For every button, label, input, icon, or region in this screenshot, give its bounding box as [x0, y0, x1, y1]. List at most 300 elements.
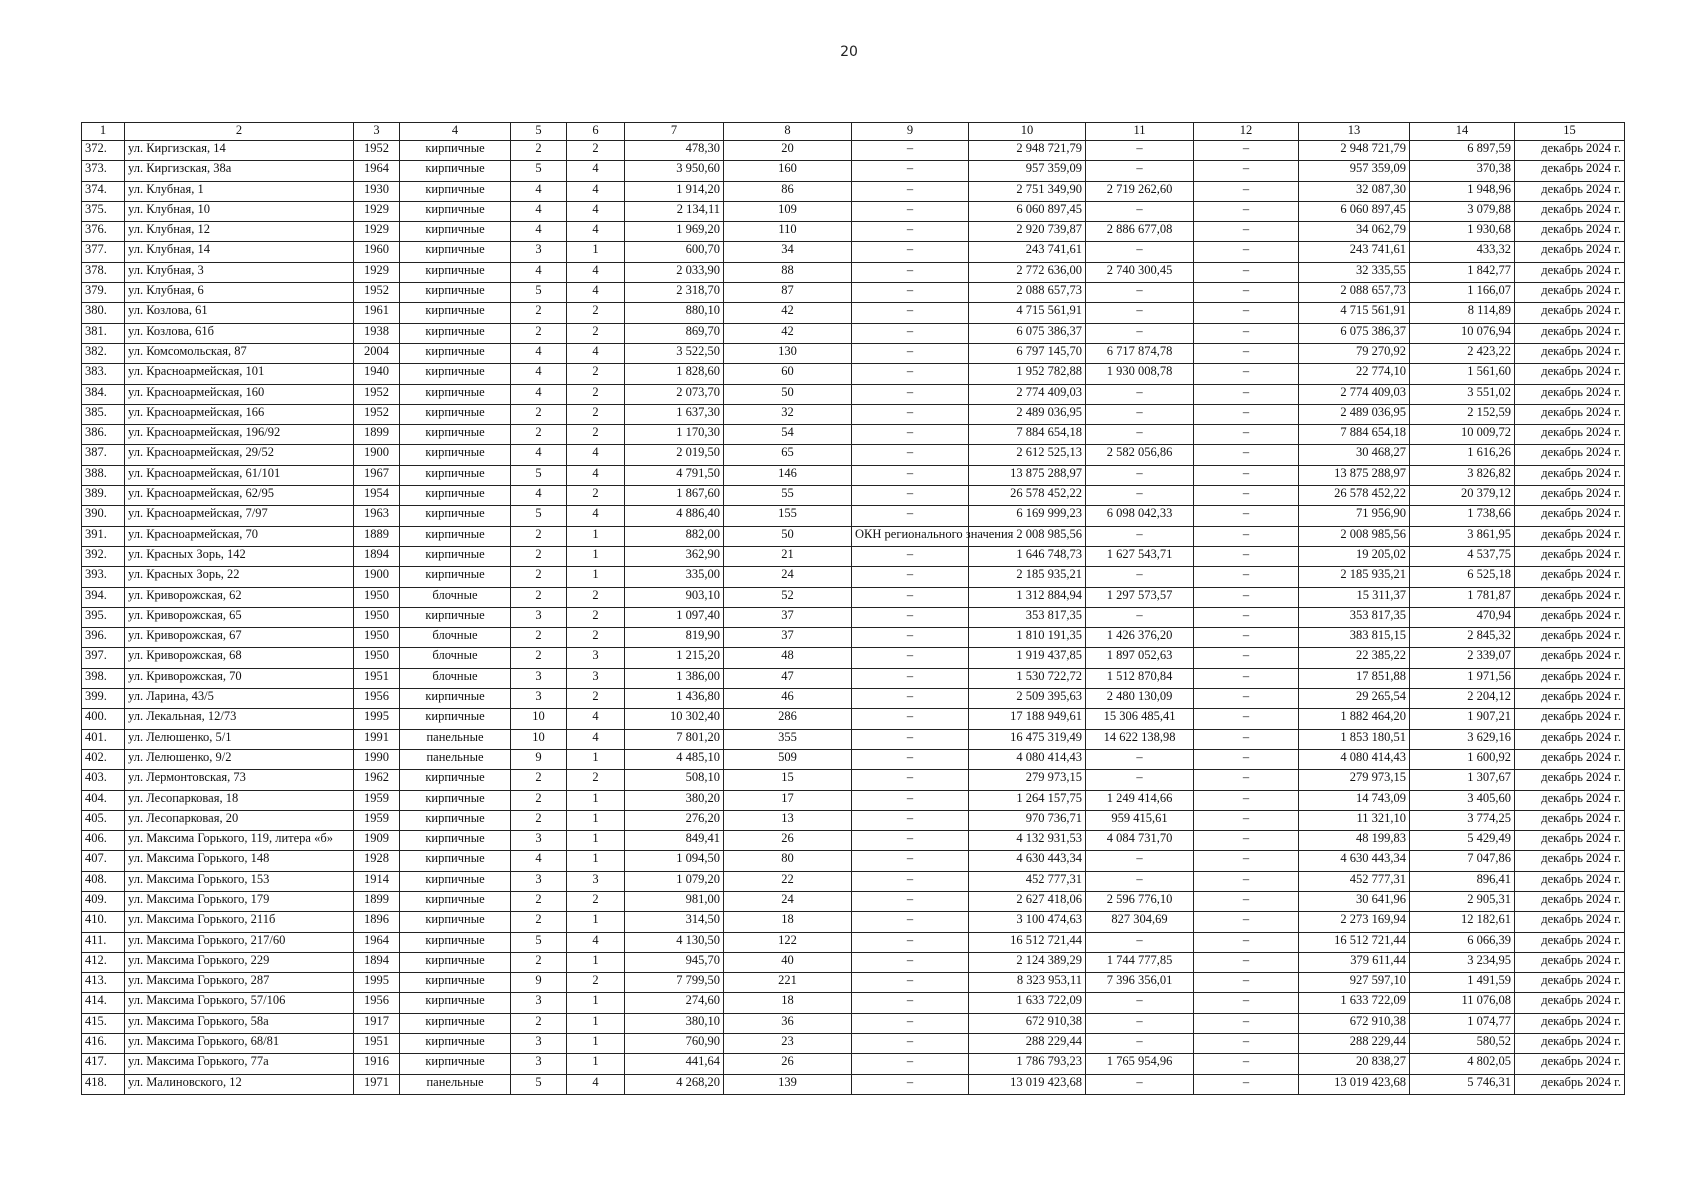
cell-area: 1 914,20	[625, 181, 724, 201]
cell-funding-b: –	[1194, 587, 1299, 607]
cell-residents: 20	[724, 141, 852, 161]
cell-wall-material: блочные	[400, 668, 511, 688]
cell-row-number: 380.	[82, 303, 125, 323]
cell-cost-per-unit: 2 339,07	[1410, 648, 1515, 668]
cell-heritage-status: –	[852, 1013, 969, 1033]
cell-floors: 4	[511, 486, 567, 506]
cell-area: 819,90	[625, 628, 724, 648]
cell-floors: 2	[511, 790, 567, 810]
cell-area: 600,70	[625, 242, 724, 262]
cell-cost-per-unit: 1 074,77	[1410, 1013, 1515, 1033]
cell-funding-b: –	[1194, 364, 1299, 384]
cell-heritage-status: –	[852, 891, 969, 911]
col-header: 5	[511, 123, 567, 141]
cell-funding-a: 2 480 130,09	[1086, 689, 1194, 709]
table-row	[82, 445, 1625, 465]
cell-row-number: 402.	[82, 749, 125, 769]
cell-deadline: декабрь 2024 г.	[1515, 181, 1625, 201]
cell-funding-a: 1 744 777,85	[1086, 952, 1194, 972]
cell-cost-remaining: 79 270,92	[1299, 343, 1410, 363]
cell-year-built: 1991	[354, 729, 400, 749]
cell-entrances: 4	[567, 709, 625, 729]
cell-cost-total: 4 715 561,91	[969, 303, 1086, 323]
cell-cost-per-unit: 1 616,26	[1410, 445, 1515, 465]
cell-funding-b: –	[1194, 486, 1299, 506]
cell-deadline: декабрь 2024 г.	[1515, 749, 1625, 769]
cell-address: ул. Красноармейская, 101	[125, 364, 354, 384]
cell-floors: 2	[511, 648, 567, 668]
table-row	[82, 1013, 1625, 1033]
cell-heritage-status: –	[852, 546, 969, 566]
cell-funding-a: –	[1086, 770, 1194, 790]
cell-funding-b: –	[1194, 831, 1299, 851]
cell-heritage-status: –	[852, 141, 969, 161]
cell-cost-total: 288 229,44	[969, 1034, 1086, 1054]
cell-cost-total: 2 612 525,13	[969, 445, 1086, 465]
cell-funding-a: –	[1086, 1013, 1194, 1033]
cell-year-built: 1961	[354, 303, 400, 323]
cell-funding-a: –	[1086, 323, 1194, 343]
cell-heritage-status: –	[852, 607, 969, 627]
cell-row-number: 398.	[82, 668, 125, 688]
table-row	[82, 810, 1625, 830]
table-row	[82, 283, 1625, 303]
cell-row-number: 399.	[82, 689, 125, 709]
cell-funding-b: –	[1194, 912, 1299, 932]
cell-floors: 4	[511, 384, 567, 404]
cell-row-number: 373.	[82, 161, 125, 181]
cell-heritage-status: –	[852, 506, 969, 526]
cell-row-number: 401.	[82, 729, 125, 749]
cell-row-number: 389.	[82, 486, 125, 506]
cell-funding-a: –	[1086, 567, 1194, 587]
cell-address: ул. Комсомольская, 87	[125, 343, 354, 363]
cell-floors: 2	[511, 891, 567, 911]
cell-residents: 109	[724, 201, 852, 221]
cell-deadline: декабрь 2024 г.	[1515, 648, 1625, 668]
cell-year-built: 1952	[354, 141, 400, 161]
cell-address: ул. Киргизская, 38а	[125, 161, 354, 181]
cell-entrances: 1	[567, 526, 625, 546]
cell-address: ул. Красноармейская, 160	[125, 384, 354, 404]
cell-address: ул. Максима Горького, 58а	[125, 1013, 354, 1033]
cell-address: ул. Ларина, 43/5	[125, 689, 354, 709]
cell-floors: 4	[511, 262, 567, 282]
cell-wall-material: панельные	[400, 749, 511, 769]
cell-wall-material: кирпичные	[400, 891, 511, 911]
cell-cost-total: 353 817,35	[969, 607, 1086, 627]
cell-floors: 4	[511, 445, 567, 465]
cell-year-built: 1930	[354, 181, 400, 201]
cell-cost-total: 1 952 782,88	[969, 364, 1086, 384]
cell-row-number: 405.	[82, 810, 125, 830]
cell-cost-total: 2 627 418,06	[969, 891, 1086, 911]
cell-entrances: 2	[567, 303, 625, 323]
cell-area: 1 867,60	[625, 486, 724, 506]
cell-wall-material: кирпичные	[400, 506, 511, 526]
table-row	[82, 323, 1625, 343]
cell-wall-material: кирпичные	[400, 689, 511, 709]
cell-address: ул. Максима Горького, 148	[125, 851, 354, 871]
cell-residents: 160	[724, 161, 852, 181]
cell-area: 945,70	[625, 952, 724, 972]
cell-cost-remaining: 2 489 036,95	[1299, 404, 1410, 424]
cell-address: ул. Козлова, 61б	[125, 323, 354, 343]
cell-year-built: 1916	[354, 1054, 400, 1074]
cell-wall-material: кирпичные	[400, 1013, 511, 1033]
cell-heritage-status: –	[852, 770, 969, 790]
cell-entrances: 2	[567, 486, 625, 506]
cell-cost-total: 6 169 999,23	[969, 506, 1086, 526]
cell-cost-per-unit: 12 182,61	[1410, 912, 1515, 932]
cell-floors: 5	[511, 283, 567, 303]
cell-cost-remaining: 30 468,27	[1299, 445, 1410, 465]
cell-funding-b: –	[1194, 425, 1299, 445]
cell-entrances: 4	[567, 445, 625, 465]
cell-funding-a: 1 765 954,96	[1086, 1054, 1194, 1074]
cell-entrances: 4	[567, 506, 625, 526]
cell-deadline: декабрь 2024 г.	[1515, 831, 1625, 851]
cell-funding-b: –	[1194, 465, 1299, 485]
cell-deadline: декабрь 2024 г.	[1515, 1013, 1625, 1033]
cell-floors: 9	[511, 973, 567, 993]
cell-area: 508,10	[625, 770, 724, 790]
cell-address: ул. Красноармейская, 29/52	[125, 445, 354, 465]
cell-area: 849,41	[625, 831, 724, 851]
table-row	[82, 952, 1625, 972]
cell-heritage-status: –	[852, 993, 969, 1013]
cell-funding-a: 1 249 414,66	[1086, 790, 1194, 810]
cell-cost-remaining: 4 715 561,91	[1299, 303, 1410, 323]
cell-year-built: 1952	[354, 283, 400, 303]
cell-year-built: 1894	[354, 546, 400, 566]
cell-cost-remaining: 4 080 414,43	[1299, 749, 1410, 769]
cell-year-built: 1964	[354, 932, 400, 952]
cell-cost-remaining: 32 087,30	[1299, 181, 1410, 201]
cell-heritage-status: –	[852, 364, 969, 384]
cell-deadline: декабрь 2024 г.	[1515, 141, 1625, 161]
cell-deadline: декабрь 2024 г.	[1515, 770, 1625, 790]
cell-residents: 47	[724, 668, 852, 688]
cell-cost-total: 452 777,31	[969, 871, 1086, 891]
cell-floors: 5	[511, 161, 567, 181]
cell-address: ул. Криворожская, 62	[125, 587, 354, 607]
cell-cost-remaining: 957 359,09	[1299, 161, 1410, 181]
cell-cost-per-unit: 3 551,02	[1410, 384, 1515, 404]
cell-row-number: 413.	[82, 973, 125, 993]
cell-wall-material: кирпичные	[400, 384, 511, 404]
cell-area: 869,70	[625, 323, 724, 343]
cell-floors: 3	[511, 993, 567, 1013]
cell-address: ул. Клубная, 3	[125, 262, 354, 282]
cell-cost-total: 2 772 636,00	[969, 262, 1086, 282]
cell-cost-remaining: 2 774 409,03	[1299, 384, 1410, 404]
cell-year-built: 1950	[354, 607, 400, 627]
cell-wall-material: кирпичные	[400, 364, 511, 384]
cell-funding-b: –	[1194, 648, 1299, 668]
cell-cost-per-unit: 2 204,12	[1410, 689, 1515, 709]
cell-floors: 2	[511, 587, 567, 607]
cell-wall-material: кирпичные	[400, 242, 511, 262]
cell-floors: 2	[511, 323, 567, 343]
cell-wall-material: кирпичные	[400, 607, 511, 627]
cell-funding-a: –	[1086, 1034, 1194, 1054]
cell-heritage-status: –	[852, 689, 969, 709]
cell-residents: 42	[724, 323, 852, 343]
table-row	[82, 689, 1625, 709]
table-row	[82, 242, 1625, 262]
cell-cost-remaining: 243 741,61	[1299, 242, 1410, 262]
cell-cost-total: 2 509 395,63	[969, 689, 1086, 709]
cell-year-built: 1959	[354, 790, 400, 810]
cell-deadline: декабрь 2024 г.	[1515, 871, 1625, 891]
cell-cost-total: 13 019 423,68	[969, 1074, 1086, 1094]
cell-address: ул. Красноармейская, 166	[125, 404, 354, 424]
cell-row-number: 417.	[82, 1054, 125, 1074]
cell-floors: 2	[511, 303, 567, 323]
cell-cost-remaining: 288 229,44	[1299, 1034, 1410, 1054]
cell-wall-material: кирпичные	[400, 770, 511, 790]
col-header: 6	[567, 123, 625, 141]
cell-address: ул. Максима Горького, 217/60	[125, 932, 354, 952]
cell-residents: 286	[724, 709, 852, 729]
cell-cost-per-unit: 2 845,32	[1410, 628, 1515, 648]
cell-funding-b: –	[1194, 343, 1299, 363]
cell-cost-per-unit: 2 152,59	[1410, 404, 1515, 424]
cell-cost-per-unit: 3 629,16	[1410, 729, 1515, 749]
cell-deadline: декабрь 2024 г.	[1515, 222, 1625, 242]
cell-floors: 2	[511, 628, 567, 648]
cell-address: ул. Клубная, 14	[125, 242, 354, 262]
cell-row-number: 406.	[82, 831, 125, 851]
cell-row-number: 378.	[82, 262, 125, 282]
cell-floors: 4	[511, 364, 567, 384]
cell-funding-b: –	[1194, 1013, 1299, 1033]
cell-funding-a: –	[1086, 851, 1194, 871]
cell-deadline: декабрь 2024 г.	[1515, 912, 1625, 932]
col-header: 10	[969, 123, 1086, 141]
cell-cost-per-unit: 896,41	[1410, 871, 1515, 891]
cell-row-number: 394.	[82, 587, 125, 607]
cell-funding-b: –	[1194, 262, 1299, 282]
cell-wall-material: кирпичные	[400, 283, 511, 303]
cell-residents: 54	[724, 425, 852, 445]
cell-area: 981,00	[625, 891, 724, 911]
cell-year-built: 1971	[354, 1074, 400, 1094]
cell-cost-remaining: 4 630 443,34	[1299, 851, 1410, 871]
cell-funding-a: 2 740 300,45	[1086, 262, 1194, 282]
cell-year-built: 1917	[354, 1013, 400, 1033]
cell-cost-remaining: 13 875 288,97	[1299, 465, 1410, 485]
cell-address: ул. Красноармейская, 61/101	[125, 465, 354, 485]
table-row	[82, 384, 1625, 404]
cell-funding-b: –	[1194, 303, 1299, 323]
cell-funding-a: 1 426 376,20	[1086, 628, 1194, 648]
cell-deadline: декабрь 2024 г.	[1515, 689, 1625, 709]
col-header: 15	[1515, 123, 1625, 141]
cell-deadline: декабрь 2024 г.	[1515, 709, 1625, 729]
table-row	[82, 607, 1625, 627]
cell-entrances: 1	[567, 1034, 625, 1054]
cell-cost-total: 2 124 389,29	[969, 952, 1086, 972]
table-row	[82, 891, 1625, 911]
cell-cost-total: 1 312 884,94	[969, 587, 1086, 607]
cell-wall-material: кирпичные	[400, 323, 511, 343]
cell-address: ул. Лекальная, 12/73	[125, 709, 354, 729]
col-header: 4	[400, 123, 511, 141]
cell-row-number: 415.	[82, 1013, 125, 1033]
col-header: 1	[82, 123, 125, 141]
cell-residents: 355	[724, 729, 852, 749]
cell-wall-material: кирпичные	[400, 810, 511, 830]
cell-floors: 3	[511, 871, 567, 891]
cell-address: ул. Криворожская, 70	[125, 668, 354, 688]
cell-cost-total: 6 075 386,37	[969, 323, 1086, 343]
cell-cost-remaining: 2 185 935,21	[1299, 567, 1410, 587]
cell-address: ул. Максима Горького, 153	[125, 871, 354, 891]
cell-cost-total: 7 884 654,18	[969, 425, 1086, 445]
cell-funding-b: –	[1194, 790, 1299, 810]
cell-heritage-status: –	[852, 201, 969, 221]
cell-cost-total: 1 646 748,73	[969, 546, 1086, 566]
table-row	[82, 648, 1625, 668]
cell-floors: 4	[511, 181, 567, 201]
cell-year-built: 1956	[354, 993, 400, 1013]
cell-cost-total: 243 741,61	[969, 242, 1086, 262]
cell-year-built: 1900	[354, 445, 400, 465]
col-header: 8	[724, 123, 852, 141]
cell-deadline: декабрь 2024 г.	[1515, 851, 1625, 871]
cell-floors: 10	[511, 729, 567, 749]
cell-residents: 26	[724, 1054, 852, 1074]
cell-cost-per-unit: 3 079,88	[1410, 201, 1515, 221]
cell-cost-per-unit: 3 234,95	[1410, 952, 1515, 972]
cell-cost-per-unit: 2 423,22	[1410, 343, 1515, 363]
cell-year-built: 1963	[354, 506, 400, 526]
cell-deadline: декабрь 2024 г.	[1515, 242, 1625, 262]
cell-entrances: 1	[567, 1054, 625, 1074]
cell-cost-total: 6 797 145,70	[969, 343, 1086, 363]
cell-heritage-status: –	[852, 465, 969, 485]
cell-funding-b: –	[1194, 810, 1299, 830]
cell-heritage-status: –	[852, 1074, 969, 1094]
cell-cost-total: 2 774 409,03	[969, 384, 1086, 404]
cell-deadline: декабрь 2024 г.	[1515, 283, 1625, 303]
cell-entrances: 1	[567, 993, 625, 1013]
cell-residents: 122	[724, 932, 852, 952]
cell-funding-a: –	[1086, 526, 1194, 546]
cell-wall-material: кирпичные	[400, 161, 511, 181]
cell-cost-per-unit: 10 076,94	[1410, 323, 1515, 343]
cell-entrances: 1	[567, 790, 625, 810]
cell-wall-material: кирпичные	[400, 343, 511, 363]
cell-residents: 21	[724, 546, 852, 566]
cell-funding-a: –	[1086, 242, 1194, 262]
cell-residents: 88	[724, 262, 852, 282]
cell-wall-material: кирпичные	[400, 912, 511, 932]
cell-entrances: 4	[567, 1074, 625, 1094]
cell-funding-a: 1 297 573,57	[1086, 587, 1194, 607]
cell-cost-total: 6 060 897,45	[969, 201, 1086, 221]
cell-funding-b: –	[1194, 628, 1299, 648]
cell-funding-b: –	[1194, 526, 1299, 546]
cell-cost-total: 3 100 474,63	[969, 912, 1086, 932]
cell-entrances: 4	[567, 262, 625, 282]
cell-funding-b: –	[1194, 668, 1299, 688]
cell-funding-b: –	[1194, 973, 1299, 993]
cell-row-number: 376.	[82, 222, 125, 242]
cell-residents: 65	[724, 445, 852, 465]
table-row	[82, 749, 1625, 769]
cell-cost-total: 2 008 985,56	[969, 526, 1086, 546]
table-row	[82, 587, 1625, 607]
cell-cost-remaining: 29 265,54	[1299, 689, 1410, 709]
cell-wall-material: кирпичные	[400, 709, 511, 729]
cell-heritage-status: –	[852, 242, 969, 262]
cell-area: 2 134,11	[625, 201, 724, 221]
cell-funding-a: 6 717 874,78	[1086, 343, 1194, 363]
cell-cost-per-unit: 1 600,92	[1410, 749, 1515, 769]
cell-area: 3 522,50	[625, 343, 724, 363]
cell-residents: 18	[724, 912, 852, 932]
cell-heritage-status: –	[852, 932, 969, 952]
cell-address: ул. Козлова, 61	[125, 303, 354, 323]
cell-funding-b: –	[1194, 404, 1299, 424]
table-row	[82, 770, 1625, 790]
cell-year-built: 1896	[354, 912, 400, 932]
cell-funding-b: –	[1194, 283, 1299, 303]
cell-cost-per-unit: 10 009,72	[1410, 425, 1515, 445]
col-header: 2	[125, 123, 354, 141]
table-row	[82, 1034, 1625, 1054]
cell-deadline: декабрь 2024 г.	[1515, 891, 1625, 911]
cell-cost-total: 2 489 036,95	[969, 404, 1086, 424]
cell-deadline: декабрь 2024 г.	[1515, 567, 1625, 587]
cell-funding-a: 1 930 008,78	[1086, 364, 1194, 384]
table-row	[82, 181, 1625, 201]
table-row	[82, 141, 1625, 161]
cell-entrances: 2	[567, 628, 625, 648]
cell-wall-material: панельные	[400, 1074, 511, 1094]
cell-cost-total: 1 786 793,23	[969, 1054, 1086, 1074]
cell-floors: 3	[511, 242, 567, 262]
cell-funding-a: 1 897 052,63	[1086, 648, 1194, 668]
cell-deadline: декабрь 2024 г.	[1515, 546, 1625, 566]
cell-row-number: 372.	[82, 141, 125, 161]
cell-heritage-status: –	[852, 648, 969, 668]
cell-cost-remaining: 7 884 654,18	[1299, 425, 1410, 445]
table-row	[82, 222, 1625, 242]
cell-year-built: 1889	[354, 526, 400, 546]
cell-deadline: декабрь 2024 г.	[1515, 587, 1625, 607]
cell-year-built: 2004	[354, 343, 400, 363]
cell-cost-total: 16 475 319,49	[969, 729, 1086, 749]
cell-row-number: 400.	[82, 709, 125, 729]
cell-year-built: 1928	[354, 851, 400, 871]
cell-wall-material: кирпичные	[400, 526, 511, 546]
cell-row-number: 388.	[82, 465, 125, 485]
cell-wall-material: кирпичные	[400, 932, 511, 952]
cell-year-built: 1894	[354, 952, 400, 972]
cell-funding-b: –	[1194, 770, 1299, 790]
table-row	[82, 729, 1625, 749]
cell-row-number: 408.	[82, 871, 125, 891]
cell-deadline: декабрь 2024 г.	[1515, 607, 1625, 627]
cell-entrances: 2	[567, 141, 625, 161]
table-row	[82, 364, 1625, 384]
cell-cost-remaining: 2 088 657,73	[1299, 283, 1410, 303]
col-header: 3	[354, 123, 400, 141]
